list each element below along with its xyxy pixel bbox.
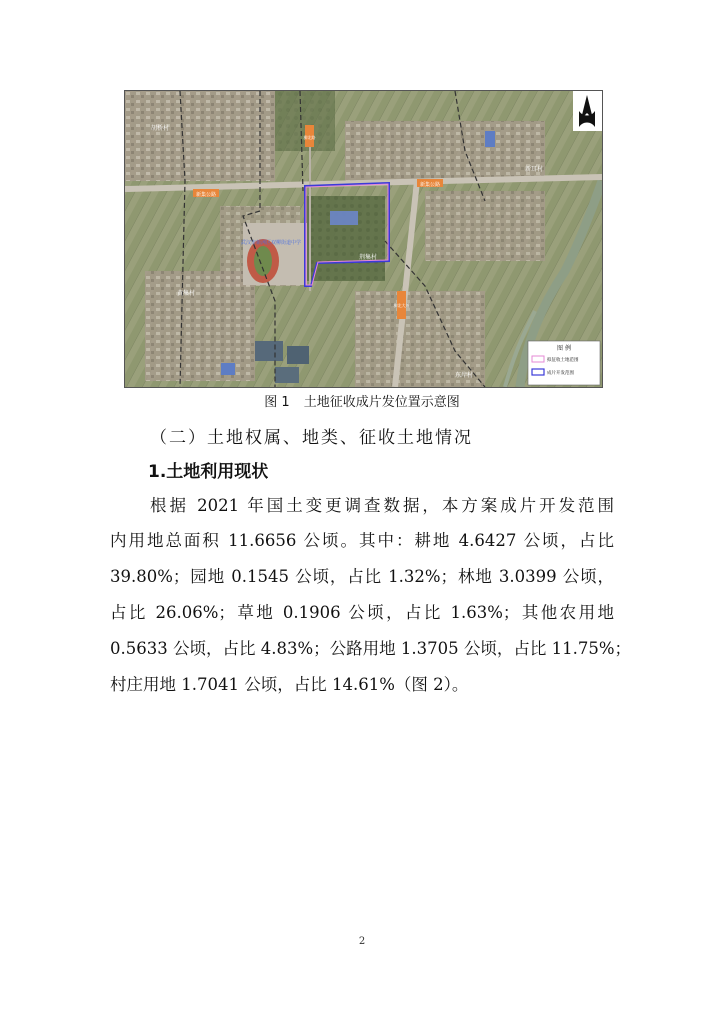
school-label: 武汉市新洲区双柳街道中学: [241, 240, 302, 246]
village-label: 荆集村: [359, 254, 378, 261]
village-label: 胡桥村: [151, 125, 170, 132]
legend-title: 图 例: [557, 345, 571, 352]
figure-title: 土地征收成片发位置示意图: [303, 395, 460, 410]
location-map: [124, 90, 603, 388]
figure-caption: [0, 391, 724, 410]
section-heading: （二）土地权属、地类、征收土地情况: [150, 428, 473, 448]
village-label: 新耳村: [525, 166, 544, 173]
village-label: 黄集村: [177, 290, 196, 297]
page-number: 2: [358, 936, 366, 947]
paragraph-line: 内用地总面积 11.6656 公顷。其中：耕地 4.6427 公顷，占比: [110, 531, 614, 550]
satellite-map-image: [125, 91, 602, 387]
road-tag-right-label: 新集公路: [419, 182, 441, 188]
subsection-heading: 1.土地利用现状: [148, 462, 269, 482]
map-legend: [528, 341, 600, 385]
paragraph-line: 占比 26.06%；草地 0.1906 公顷，占比 1.63%；其他农用地: [110, 603, 614, 622]
legend-item-label: 拟征收土地范围: [547, 358, 579, 363]
paragraph-line: 根据 2021 年国土变更调查数据，本方案成片开发范围: [150, 496, 614, 515]
figure-number: 图 1: [264, 395, 290, 410]
paragraph-line: 0.5633 公顷，占比 4.83%；公路用地 1.3705 公顷，占比 11.75%；: [110, 639, 632, 658]
road-tag-vertical-top-label: 柳北路: [303, 135, 316, 140]
legend-item-label: 成片开发范围: [547, 371, 574, 376]
paragraph-line: 村庄用地 1.7041 公顷，占比 14.61%（图 2）。: [110, 675, 469, 694]
road-tag-left-label: 新集公路: [195, 192, 217, 198]
village-label: 东岸村: [455, 372, 474, 379]
paragraph-line: 39.80%；园地 0.1545 公顷，占比 1.32%；林地 3.0399 公顷，: [110, 567, 614, 586]
north-arrow-icon: [573, 91, 602, 131]
road-tag-vertical-bottom-label: 柳北大道: [393, 303, 410, 308]
